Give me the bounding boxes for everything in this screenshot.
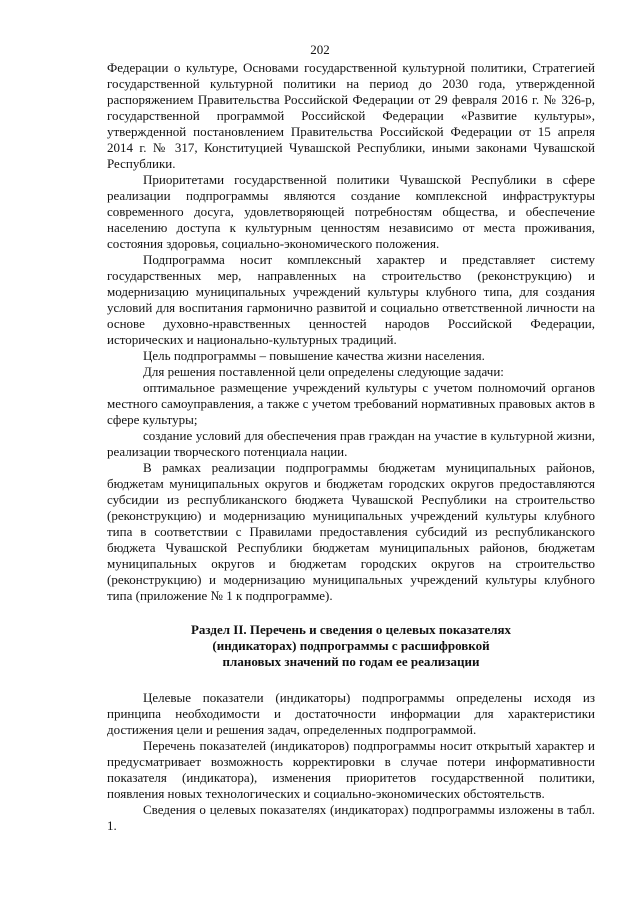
section-heading-line-3: плановых значений по годам ее реализации: [222, 654, 480, 669]
paragraph-task-1: оптимальное размещение учреждений культуры с учетом полномочий органов местного самоуправления, а также с учетом требований нормативных правовых актов в сфере культуры;: [107, 380, 595, 427]
paragraph-program-character: Подпрограмма носит комплексный характер и представляет систему государственных мер, направленных на строительство (реконструкцию) и модернизацию муниципальных учреждений культуры клубного типа, для создания условий для воспитания гармонично развитой и социально ответственной личности на основе духовно-нравственных ценностей народов Российской Федерации, исторических и национально-культурных традиций.: [107, 252, 595, 347]
paragraph-indicators-table-ref: Сведения о целевых показателях (индикаторах) подпрограммы изложены в табл. 1.: [107, 802, 595, 833]
document-body: [107, 60, 595, 834]
paragraph-subsidies: В рамках реализации подпрограммы бюджетам муниципальных районов, бюджетам муниципальных округов и бюджетам городских округов предоставляются субсидии из республиканского бюджета Чувашской Республики на строительство (реконструкцию) и модернизацию муниципальных учреждений культуры клубного типа в соответствии с Правилами предоставления субсидий из республиканского бюджета Чувашской Республики бюджетам муниципальных районов, бюджетам муниципальных округов и бюджетам городских округов на строительство (реконструкцию) и модернизацию муниципальных учреждений культуры клубного типа (приложение № 1 к подпрограмме).: [107, 460, 595, 603]
section-heading-line-1: Раздел II. Перечень и сведения о целевых показателях: [190, 622, 512, 637]
paragraph-indicators-defined: Целевые показатели (индикаторы) подпрограммы определены исходя из принципа необходимости и достаточности информации для характеристики достижения цели и решения задач, определенных подпрограммой.: [107, 690, 595, 737]
paragraph-priorities: Приоритетами государственной политики Чувашской Республики в сфере реализации подпрограммы являются создание комплексной инфраструктуры современного досуга, удовлетворяющей потребностям общества, и обеспечение населению доступа к культурным ценностям независимо от места проживания, состояния здоровья, социально-экономического положения.: [107, 172, 595, 251]
page-number: 202: [310, 42, 330, 57]
section-heading-line-2: (индикаторах) подпрограммы с расшифровкой: [212, 638, 490, 653]
paragraph-indicators-list: Перечень показателей (индикаторов) подпрограммы носит открытый характер и предусматривает возможность корректировки в случае потери информативности показателя (индикатора), изменения приоритетов государственной политики, появления новых технологических и социально-экономических обстоятельств.: [107, 738, 595, 801]
paragraph-tasks-intro: Для решения поставленной цели определены следующие задачи:: [143, 364, 504, 379]
paragraph-task-2: создание условий для обеспечения прав граждан на участие в культурной жизни, реализации творческого потенциала нации.: [107, 428, 595, 459]
paragraph-continuation: Федерации о культуре, Основами государственной культурной политики, Стратегией государственной культурной политики на период до 2030 года, утвержденной распоряжением Правительства Российской Федерации от 29 февраля 2016 г. № 326-р, государственной программой Российской Федерации «Развитие культуры», утвержденной постановлением Правительства Российской Федерации от 15 апреля 2014 г. № 317, Конституцией Чувашской Республики, иными законами Чувашской Республики.: [107, 60, 595, 171]
section-heading: [107, 622, 595, 670]
paragraph-goal: Цель подпрограммы – повышение качества жизни населения.: [143, 348, 485, 363]
